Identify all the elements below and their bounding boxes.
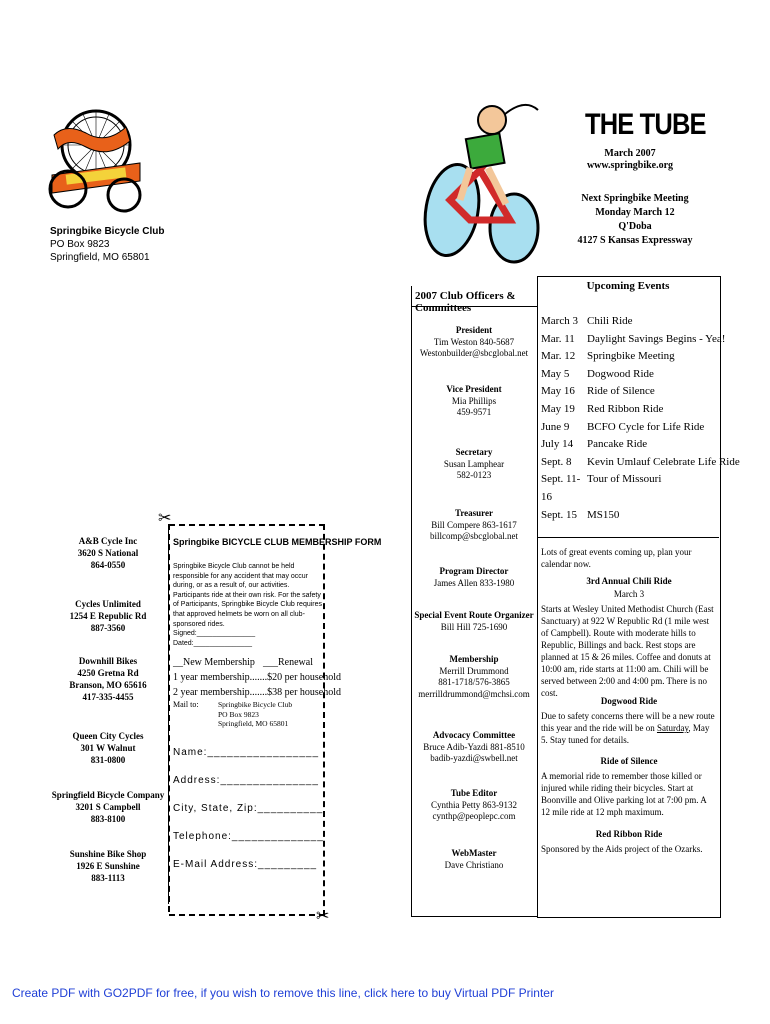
officer-name: Merrill Drummond [439,665,509,676]
shop-address: 301 W Walnut [80,743,136,753]
newsletter-title: THE TUBE [585,108,706,141]
address-field[interactable]: Address:_______________ [173,775,319,786]
shops-panel [48,524,169,904]
officer-name: Bruce Adib-Yazdi 881-8510 [423,741,525,752]
officer-advocacy [411,730,537,765]
shop-address: 4250 Gretna Rd [77,668,139,678]
officer-role: WebMaster [451,848,497,858]
meeting-notice [540,192,730,248]
red-ribbon-title: Red Ribbon Ride [595,829,663,839]
event-name: Chili Ride [587,315,633,327]
officer-president [411,325,537,360]
officer-webmaster [411,848,537,871]
officer-treasurer [411,508,537,543]
officer-contact: 459-9571 [456,407,492,417]
shop-listing [48,789,168,825]
event-name: Ride of Silence [587,385,655,398]
scissors-icon: ✂ [316,908,330,925]
shop-city: Branson, MO 65616 [69,680,147,690]
event-row [541,366,740,384]
shop-listing [48,848,168,884]
dated-field[interactable]: Dated:_______________ [173,639,253,647]
club-address [50,225,164,264]
dogwood-ride-title: Dogwood Ride [600,696,658,706]
event-name: Dogwood Ride [587,367,654,380]
disclaimer-text: Springbike Bicycle Club cannot be held responsible for any accident that may occur during, or as a result of, our activities. Participants ride at their own risk. For the safety of Participants, Springbike Bicycle Club requires that approved helmets be worn on all club-sponsored rides. [173,563,323,628]
officers-heading: 2007 Club Officers & Committees [415,290,516,314]
officer-program-director [411,566,537,589]
officer-contact[interactable]: billcomp@sbcglobal.net [429,531,519,541]
officer-secretary [411,447,537,482]
chili-ride-date: March 3 [613,589,645,599]
event-date: Mar. 12 [541,350,576,363]
name-field[interactable]: Name:_________________ [173,747,319,758]
event-row [541,419,740,437]
meeting-line2: Monday March 12 [595,207,675,218]
officer-role: Treasurer [455,508,493,518]
mail-address-line: Springbike Bicycle Club [218,700,293,709]
officer-role: Membership [449,654,499,664]
mail-to-address [218,700,292,729]
shop-listing [48,655,168,703]
officer-route-organizer [411,610,537,633]
signed-field[interactable]: Signed:_______________ [173,630,256,638]
go2pdf-footer-link[interactable]: Create PDF with GO2PDF for free, if you wish to remove this line, click here to buy Virtual PDF Printer [12,986,554,1000]
officer-role: Tube Editor [450,788,498,798]
officer-role: Vice President [446,384,502,394]
mail-address-line: PO Box 9823 [218,709,259,719]
shop-address: 1254 E Republic Rd [69,611,147,621]
events-intro: Lots of great events coming up, plan your calendar now. [541,547,692,569]
shop-listing [48,598,168,634]
event-date: Sept. 11-16 [541,473,581,503]
event-date: May 16 [541,385,575,398]
officer-contact[interactable]: Westonbuilder@sbcglobal.net [419,348,529,358]
shop-name: Sunshine Bike Shop [69,849,147,859]
event-row [541,313,740,331]
officer-tube-editor [411,788,537,823]
shop-name: A&B Cycle Inc [78,536,138,546]
city-state-zip-field[interactable]: City, State, Zip:__________ [173,803,324,814]
shop-listing [48,730,168,766]
shop-address: 3620 S National [77,548,139,558]
event-date: Mar. 11 [541,332,575,345]
event-date: May 19 [541,402,575,415]
event-name: Pancake Ride [587,438,648,451]
officer-role: Advocacy Committee [432,730,516,740]
meeting-line4: 4127 S Kansas Expressway [577,235,693,246]
cyclist-illustration [410,100,550,270]
chili-ride-body: Starts at Wesley United Methodist Church (East Sanctuary) at 922 W Republic Rd (1 mile west of Campbell). Route with moderate hills to Republic, Billings and back. Rest stops are planned at 15 & 26 miles. Coffee and donuts at 10:00 am, ride starts at 11:00 am. Chili will be served between 2:00 and 4:00 pm. There is no cost. [541,604,714,698]
event-name: Springbike Meeting [587,350,675,363]
event-name: MS150 [587,508,620,521]
dogwood-text: Due to safety concerns there will be a new route this year and the ride will be on [541,711,715,733]
shop-listing [48,535,168,571]
renewal-option[interactable]: ___Renewal [263,657,313,668]
officer-name: Dave Christiano [444,859,504,870]
events-table [541,313,740,524]
officer-email[interactable]: merrilldrummond@mchsi.com [418,688,530,699]
event-row [541,383,740,401]
officer-vice-president [411,384,537,419]
event-row [541,401,740,419]
event-name: Tour of Missouri [587,473,662,486]
shop-name: Springfield Bicycle Company [51,790,165,800]
events-heading: Upcoming Events [586,280,670,292]
officer-name: Bill Hill 725-1690 [440,621,508,632]
officer-role: Special Event Route Organizer [414,610,534,620]
officer-membership [411,654,537,700]
shop-phone: 887-3560 [90,623,126,633]
cut-line [168,524,170,912]
new-membership-option[interactable]: __New Membership [173,657,255,668]
meeting-line1: Next Springbike Meeting [581,193,689,204]
event-name: BCFO Cycle for Life Ride [587,420,705,433]
springbike-logo [46,105,144,217]
club-address-line2: Springfield, MO 65801 [50,252,150,263]
dogwood-text: , May 5. Stay tuned for details. [541,723,710,745]
officer-contact[interactable]: badib-yazdi@swbell.net [430,753,518,763]
shop-phone: 883-8100 [90,814,126,824]
mail-address-line: Springfield, MO 65801 [218,719,289,728]
event-row [541,471,740,506]
officer-contact: 582-0123 [456,470,492,480]
divider [411,306,537,307]
dogwood-ride-body [541,710,717,746]
dogwood-underlined-day: Saturday [656,723,689,733]
club-name: Springbike Bicycle Club [50,226,165,237]
event-row [541,507,740,525]
telephone-field[interactable]: Telephone:______________ [173,831,324,842]
officer-contact: 881-1718/576-3865 [438,677,510,687]
ride-of-silence-body: A memorial ride to remember those killed or injured while riding their bicycles. Start at Boonville and Olive parking lot at 7:00 pm. A 12 mile ride at 12 mph maximum. [541,771,707,817]
officer-name: Tim Weston 840-5687 [433,336,515,347]
issue-info [560,148,700,172]
two-year-option[interactable]: 2 year membership.......$38 per household [173,687,342,698]
meeting-line3: Q'Doba [618,221,652,232]
event-date: June 9 [541,420,570,433]
shop-address: 1926 E Sunshine [76,861,140,871]
chili-ride-title: 3rd Annual Chili Ride [586,576,672,586]
officer-contact[interactable]: cynthp@peoplepc.com [432,811,516,821]
scissors-icon: ✂ [158,510,172,527]
membership-form-title: Springbike BICYCLE CLUB MEMBERSHIP FORM [173,537,382,547]
event-row [541,348,740,366]
liability-disclaimer [173,562,325,648]
officer-name: Susan Lamphear [443,458,505,469]
event-date: Sept. 15 [541,508,578,521]
officer-role: President [455,325,493,335]
shop-address: 3201 S Campbell [75,802,141,812]
shop-name: Queen City Cycles [72,731,144,741]
officer-name: Mia Phillips [451,395,497,406]
issue-date: March 2007 [604,148,656,159]
shop-name: Cycles Unlimited [75,599,141,609]
red-ribbon-body: Sponsored by the Aids project of the Ozarks. [541,844,703,854]
email-field[interactable]: E-Mail Address:_________ [173,859,318,870]
officer-role: Program Director [439,566,509,576]
event-name: Red Ribbon Ride [587,402,664,415]
shop-phone: 883-1113 [91,873,125,883]
event-date: July 14 [541,438,574,451]
event-date: March 3 [541,315,578,327]
officer-name: Cynthia Petty 863-9132 [431,799,517,810]
website-link[interactable]: www.springbike.org [586,160,674,171]
divider [537,537,719,538]
shop-phone: 831-0800 [90,755,126,765]
event-row [541,454,740,472]
event-date: Sept. 8 [541,455,572,468]
event-name: Daylight Savings Begins - Yea! [587,332,726,345]
event-row [541,436,740,454]
officer-role: Secretary [455,447,493,457]
officer-name: James Allen 833-1980 [433,577,515,588]
shop-name: Downhill Bikes [78,656,138,666]
event-name: Kevin Umlauf Celebrate Life Ride [587,455,740,468]
mail-to-label: Mail to: [173,700,199,709]
event-row [541,331,740,349]
ride-of-silence-title: Ride of Silence [600,756,658,766]
one-year-option[interactable]: 1 year membership.......$20 per household [173,672,342,683]
shop-phone: 864-0550 [90,560,126,570]
event-date: May 5 [541,367,570,380]
club-address-line1: PO Box 9823 [50,239,110,250]
officer-name: Bill Compere 863-1617 [431,519,517,530]
shop-phone: 417-335-4455 [82,692,134,702]
